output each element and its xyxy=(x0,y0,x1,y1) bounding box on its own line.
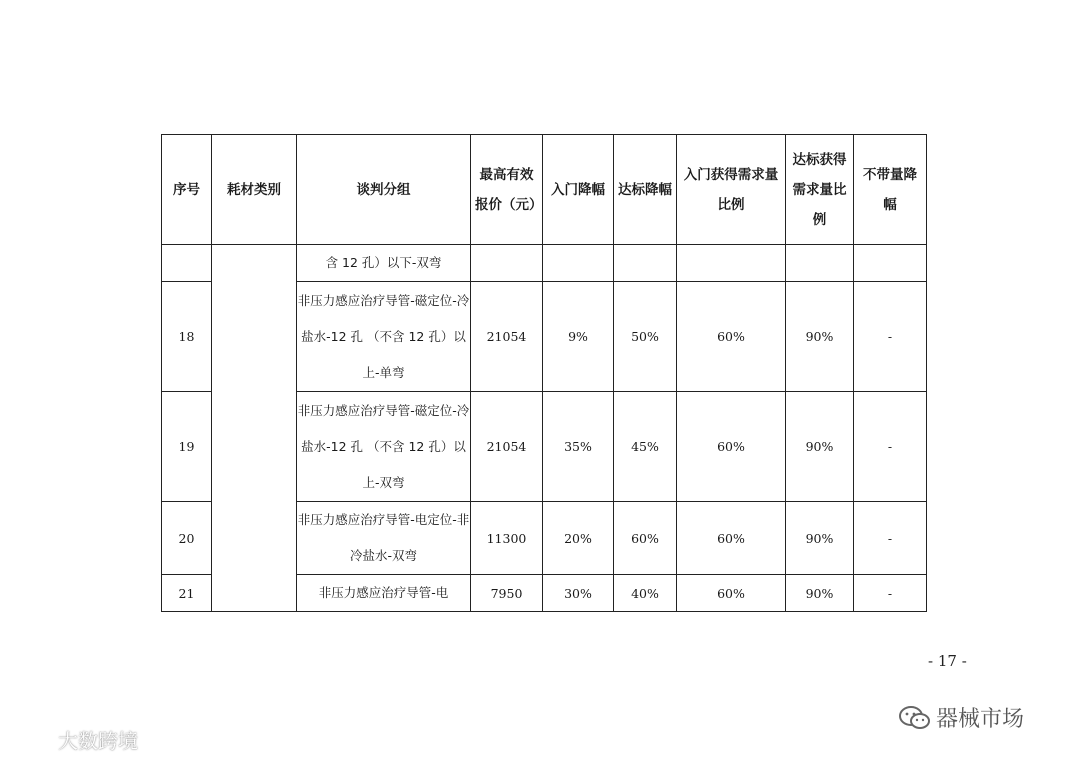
watermark-left xyxy=(6,725,138,754)
header-price: 最高有效报价（元） xyxy=(471,135,543,245)
brand-logo-icon xyxy=(6,727,52,753)
watermark-right-text: 器械市场 xyxy=(936,707,1025,732)
cell-entry-drop xyxy=(543,245,614,282)
cell-entry-ratio: 60% xyxy=(677,392,786,502)
header-category: 耗材类别 xyxy=(212,135,297,245)
cell-target-drop: 45% xyxy=(614,392,677,502)
cell-target-ratio: 90% xyxy=(786,502,854,575)
header-no: 序号 xyxy=(162,135,212,245)
table-row xyxy=(162,245,927,282)
cell-nonvol-drop: - xyxy=(854,502,927,575)
cell-price: 21054 xyxy=(471,392,543,502)
cell-group: 非压力感应治疗导管-磁定位-冷盐水-12 孔 （不含 12 孔）以上-单弯 xyxy=(297,282,471,392)
header-nonvol-drop: 不带量降幅 xyxy=(854,135,927,245)
cell-group: 非压力感应治疗导管-电 xyxy=(297,575,471,612)
cell-group: 非压力感应治疗导管-电定位-非冷盐水-双弯 xyxy=(297,502,471,575)
cell-target-ratio: 90% xyxy=(786,392,854,502)
cell-group: 含 12 孔）以下-双弯 xyxy=(297,245,471,282)
cell-entry-drop: 9% xyxy=(543,282,614,392)
header-target-drop: 达标降幅 xyxy=(614,135,677,245)
cell-price xyxy=(471,245,543,282)
header-entry-ratio: 入门获得需求量比例 xyxy=(677,135,786,245)
cell-no: 19 xyxy=(162,392,212,502)
cell-nonvol-drop: - xyxy=(854,575,927,612)
cell-price: 21054 xyxy=(471,282,543,392)
cell-group: 非压力感应治疗导管-磁定位-冷盐水-12 孔 （不含 12 孔）以上-双弯 xyxy=(297,392,471,502)
cell-category xyxy=(212,245,297,612)
cell-target-ratio: 90% xyxy=(786,575,854,612)
wechat-icon xyxy=(898,705,932,731)
cell-entry-drop: 20% xyxy=(543,502,614,575)
cell-no: 20 xyxy=(162,502,212,575)
page-number: - 17 - xyxy=(928,652,967,670)
header-target-ratio: 达标获得需求量比例 xyxy=(786,135,854,245)
watermark-right xyxy=(898,702,1024,733)
cell-nonvol-drop: - xyxy=(854,282,927,392)
cell-entry-ratio: 60% xyxy=(677,502,786,575)
cell-target-drop: 60% xyxy=(614,502,677,575)
cell-target-ratio xyxy=(786,245,854,282)
cell-entry-ratio: 60% xyxy=(677,575,786,612)
cell-no: 21 xyxy=(162,575,212,612)
cell-target-drop: 50% xyxy=(614,282,677,392)
catalog-table xyxy=(161,134,927,612)
header-entry-drop: 入门降幅 xyxy=(543,135,614,245)
cell-no: 18 xyxy=(162,282,212,392)
cell-entry-ratio: 60% xyxy=(677,282,786,392)
cell-target-ratio: 90% xyxy=(786,282,854,392)
cell-entry-drop: 30% xyxy=(543,575,614,612)
cell-entry-drop: 35% xyxy=(543,392,614,502)
cell-price: 11300 xyxy=(471,502,543,575)
cell-target-drop xyxy=(614,245,677,282)
watermark-left-text: 大数跨境 xyxy=(58,729,138,753)
cell-no xyxy=(162,245,212,282)
cell-nonvol-drop xyxy=(854,245,927,282)
table-header-row xyxy=(162,135,927,245)
cell-nonvol-drop: - xyxy=(854,392,927,502)
cell-entry-ratio xyxy=(677,245,786,282)
header-group: 谈判分组 xyxy=(297,135,471,245)
cell-target-drop: 40% xyxy=(614,575,677,612)
cell-price: 7950 xyxy=(471,575,543,612)
